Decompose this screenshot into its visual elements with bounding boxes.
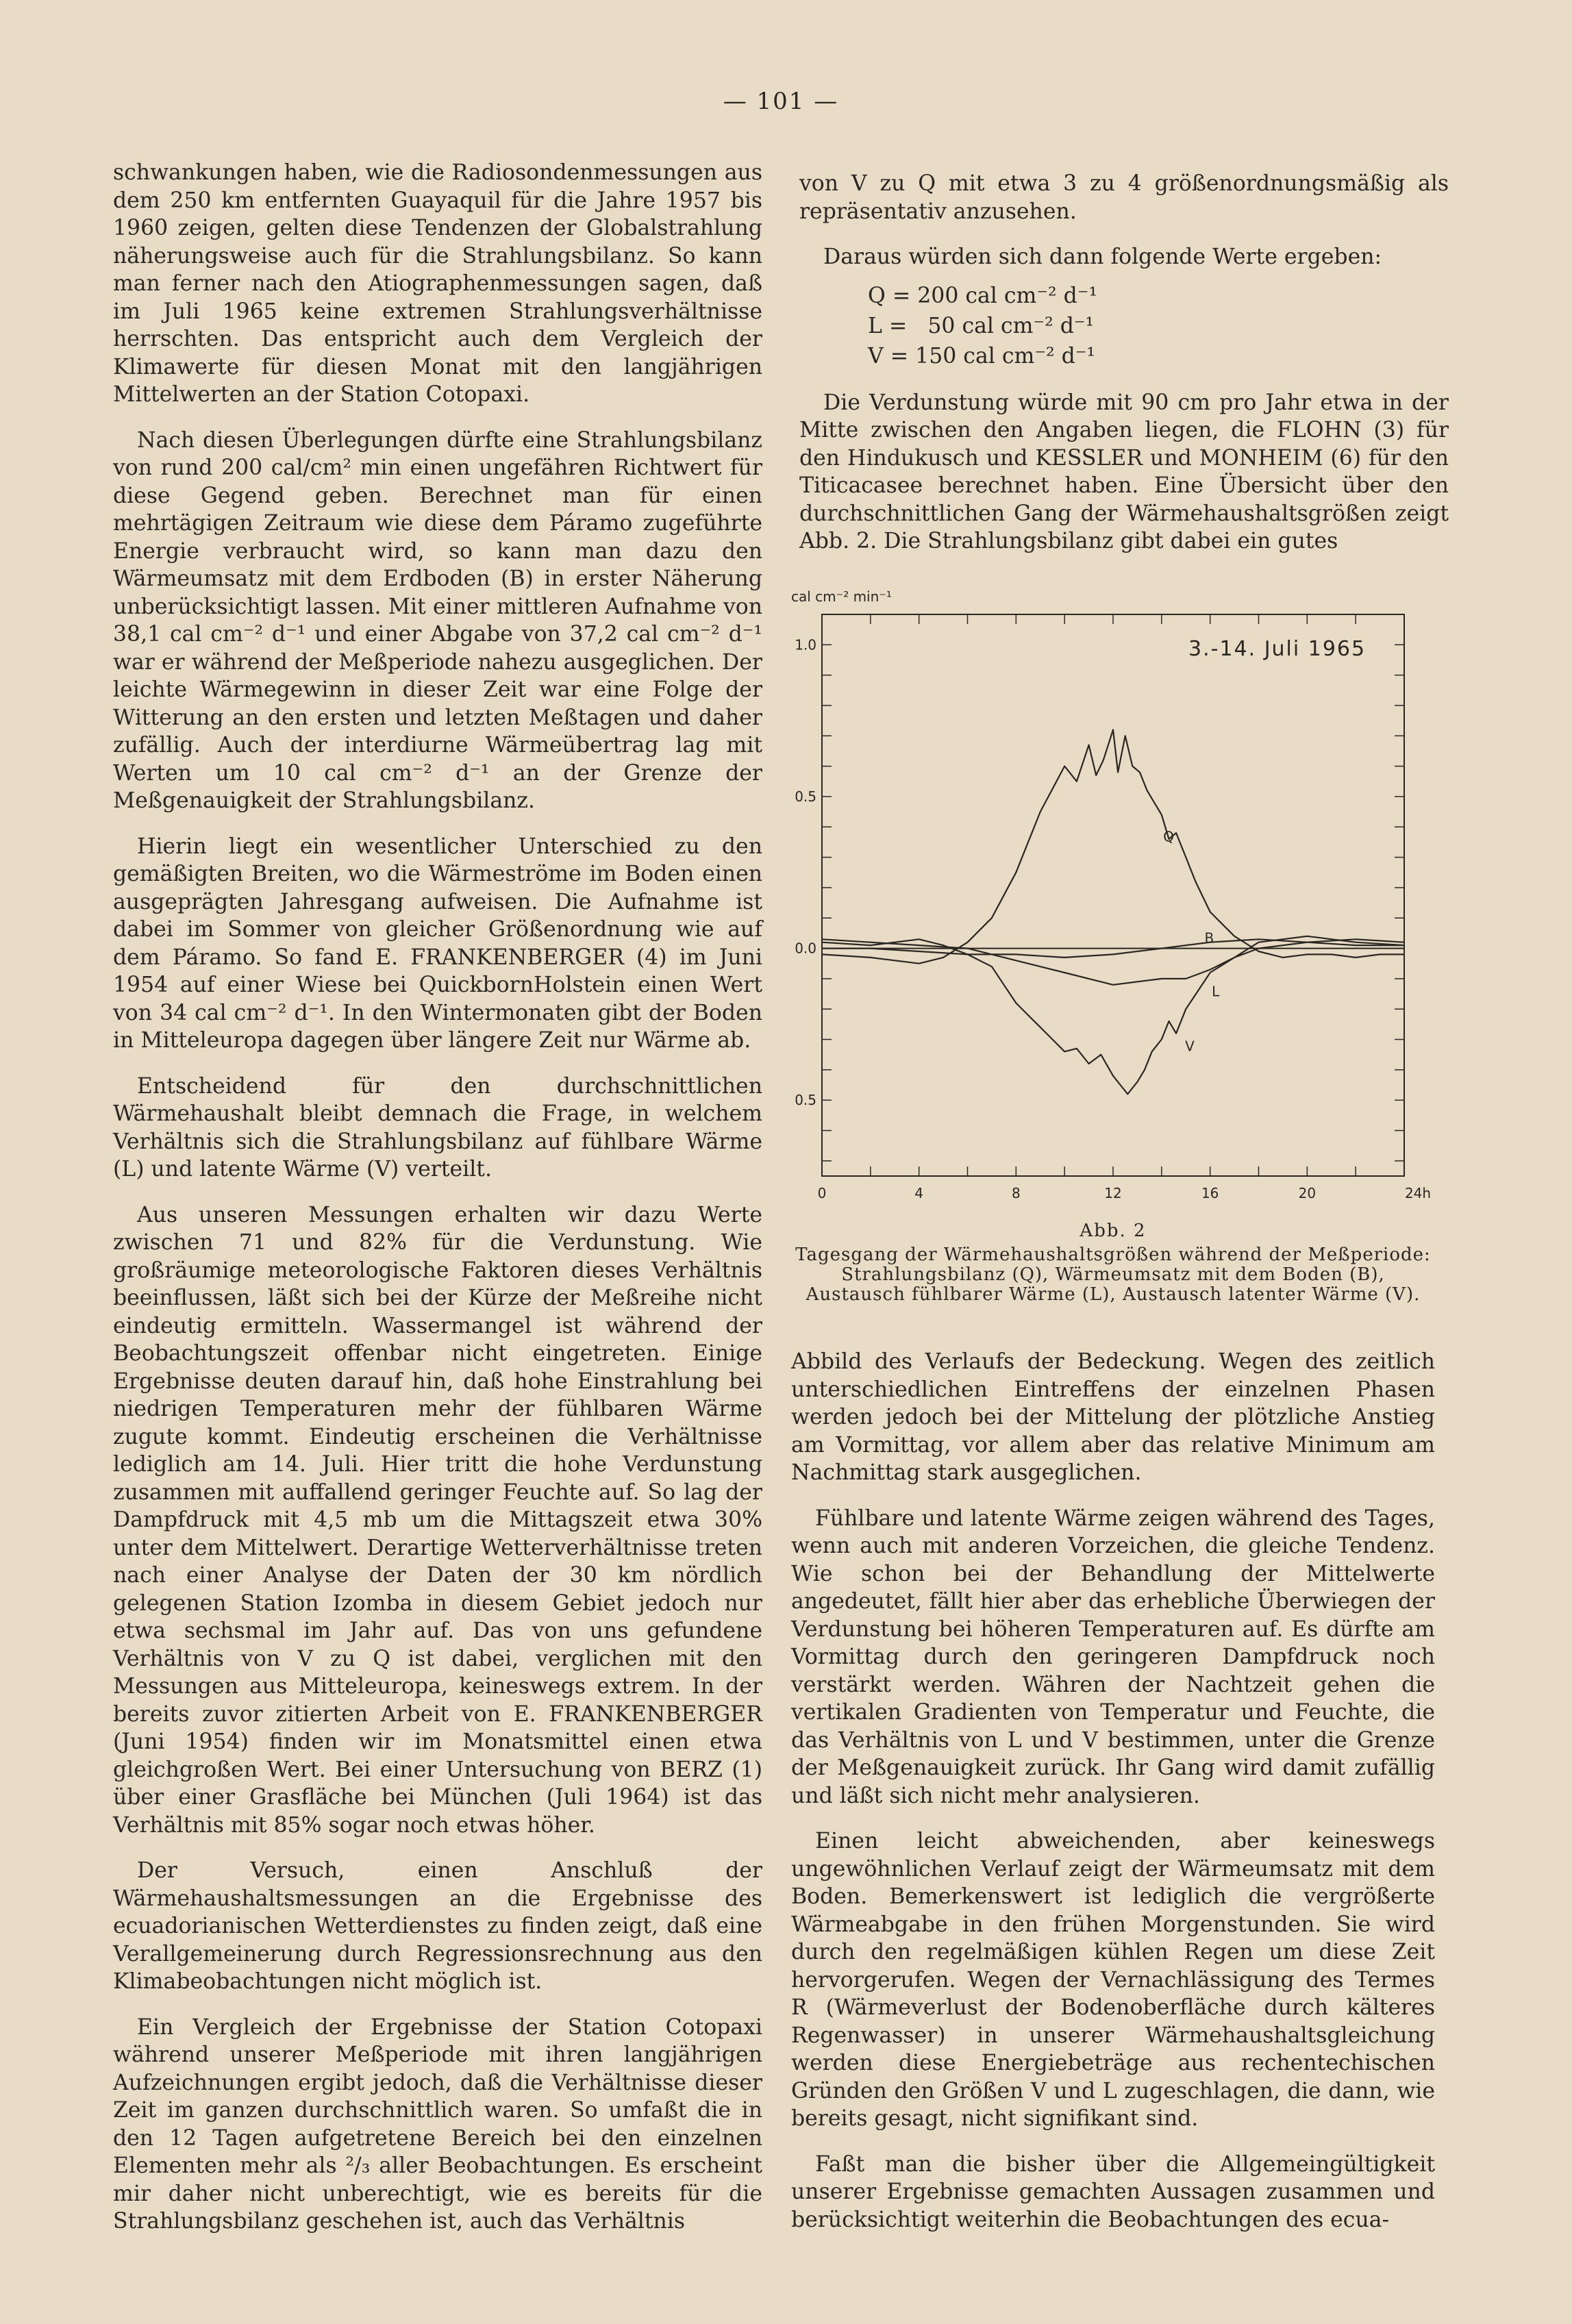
paragraph: Abbild des Verlaufs der Bedeckung. Wegen des zeitlich unterschiedlichen Eintreffens der einzelnen Phasen werden jedoch bei der Mittelung der plötzliche Anstieg am Vormittag, vor allem aber das relative Minimum am Nachmittag stark ausgeglichen. [791, 1349, 1435, 1485]
x-tick-label: 16 [1201, 1185, 1219, 1201]
paragraph: Hierin liegt ein wesentlicher Unterschied zu den gemäßigten Breiten, wo die Wärmeströme im Boden einen ausgeprägten Jahresgang aufweisen. Die Aufnahme ist dabei im Sommer von gleicher Größenordnung wie auf dem Páramo. So fand E. FRANKENBERGER (4) im Juni 1954 auf einer Wiese bei QuickbornHolstein einen Wert von 34 cal cm⁻² d⁻¹. In den Wintermonaten gibt der Boden in Mitteleuropa dagegen über längere Zeit nur Wärme ab. [113, 834, 762, 1053]
energy-balance-chart [791, 584, 1435, 1214]
y-tick-label: 0.0 [795, 940, 816, 957]
y-tick-label: 1.0 [795, 636, 816, 653]
paragraph: schwankungen haben, wie die Radiosondenmessungen aus dem 250 km entfernten Guayaquil für die Jahre 1957 bis 1960 zeigen, gelten diese Tendenzen der Globalstrahlung näherungsweise auch für die Strahlungsbilanz. So kann man ferner nach den Atiographenmessungen sagen, daß im Juli 1965 keine extremen Strahlungsverhältnisse herrschten. Das entspricht auch dem Vergleich der Klimawerte für diesen Monat mit den langjährigen Mittelwerten an der Station Cotopaxi. [113, 160, 762, 407]
y-axis-label: cal cm⁻² min⁻¹ [791, 588, 892, 605]
paragraph: Der Versuch, einen Anschluß der Wärmehaushaltsmessungen an die Ergebnisse des ecuadorianischen Wetterdienstes zu finden zeigt, daß eine Verallgemeinerung durch Regressionsrechnung aus den Klimabeobachtungen nicht möglich ist. [113, 1858, 762, 1994]
page-number: — 101 — [723, 88, 839, 115]
equation-block [868, 281, 1449, 371]
figure-caption [791, 1221, 1435, 1305]
series-label-q: Q [1163, 828, 1175, 845]
left-column [113, 159, 762, 2253]
series-label-b: B [1204, 929, 1214, 947]
x-tick-label: 0 [817, 1185, 827, 1201]
paragraph: Ein Vergleich der Ergebnisse der Station Cotopaxi während unserer Meßperiode mit ihren langjährigen Aufzeichnungen ergibt jedoch, daß die Verhältnisse dieser Zeit im ganzen durchschnittlich waren. So umfaßt die in den 12 Tagen aufgetretene Bereich bei den einzelnen Elementen mehr als ²/₃ aller Beobachtungen. Es erscheint mir daher nicht unberechtigt, wie es bereits für die Strahlungsbilanz geschehen ist, auch das Verhältnis [113, 2014, 762, 2234]
series-line-q [822, 729, 1404, 963]
paragraph: Die Verdunstung würde mit 90 cm pro Jahr etwa in der Mitte zwischen den Angaben liegen, die FLOHN (3) für den Hindukusch und KESSLER und MONHEIM (6) für den Titicacasee berechnet haben. Eine Übersicht über den durchschnittlichen Gang der Wärmehaushaltsgrößen zeigt Abb. 2. Die Strahlungsbilanz gibt dabei ein gutes [799, 390, 1449, 553]
y-tick-label: 0.5 [795, 1092, 816, 1109]
equation-l: L = 50 cal cm⁻² d⁻¹ [868, 313, 1095, 338]
paragraph: Nach diesen Überlegungen dürfte eine Strahlungsbilanz von rund 200 cal/cm² min einen ungefähren Richtwert für diese Gegend geben. Berechnet man für einen mehrtägigen Zeitraum wie diese dem Páramo zugeführte Energie verbraucht wird, so kann man dazu den Wärmeumsatz mit dem Erdboden (B) in erster Näherung unberücksichtigt lassen. Mit einer mittleren Aufnahme von 38,1 cal cm⁻² d⁻¹ und einer Abgabe von 37,2 cal cm⁻² d⁻¹ war er während der Meßperiode nahezu ausgeglichen. Der leichte Wärmegewinn in dieser Zeit war eine Folge der Witterung an den ersten und letzten Meßtagen und daher zufällig. Auch der interdiurne Wärmeübertrag lag mit Werten um 10 cal cm⁻² d⁻¹ an der Grenze der Meßgenauigkeit der Strahlungsbilanz. [113, 427, 762, 813]
x-tick-label: 20 [1298, 1185, 1317, 1201]
chart-title: 3.-14. Juli 1965 [1188, 637, 1367, 661]
figure-abb-2 [791, 584, 1435, 1327]
paragraph: Fühlbare und latente Wärme zeigen während des Tages, wenn auch mit anderen Vorzeichen, die gleiche Tendenz. Wie schon bei der Behandlung der Mittelwerte angedeutet, fällt hier aber das erhebliche Überwiegen der Verdunstung bei höheren Temperaturen auf. Es dürfte am Vormittag durch den geringeren Dampfdruck noch verstärkt werden. Währen der Nachtzeit gehen die vertikalen Gradienten von Temperatur und Feuchte, die das Verhältnis von L und V bestimmen, unter die Grenze der Meßgenauigkeit zurück. Ihr Gang wird damit zufällig und läßt sich nicht mehr analysieren. [791, 1505, 1435, 1808]
paragraph: Faßt man die bisher über die Allgemeingültigkeit unserer Ergebnisse gemachten Aussagen zusammen und berücksichtigt weiterhin die Beobachtungen des ecua- [791, 2151, 1435, 2232]
series-label-v: V [1185, 1038, 1195, 1055]
right-column-bottom [791, 1348, 1435, 2251]
x-tick-label: 8 [1011, 1185, 1021, 1201]
series-line-v [822, 936, 1404, 1095]
y-tick-label: 0.5 [795, 788, 816, 805]
series-label-l: L [1212, 983, 1220, 1000]
x-unit-label: 24h [1404, 1185, 1432, 1201]
figure-caption-text: Tagesgang der Wärmehaushaltsgrößen während der Meßperiode: Strahlungsbilanz (Q), Wärmeumsatz mit dem Boden (B), Austausch fühlbarer Wärme (L), Austausch latenter Wärme (V). [795, 1245, 1431, 1305]
x-tick-label: 12 [1104, 1185, 1122, 1201]
paragraph: Aus unseren Messungen erhalten wir dazu Werte zwischen 71 und 82% für die Verdunstung. Wie großräumige meteorologische Faktoren dieses Verhältnis beeinflussen, läßt sich bei der Kürze der Meßreihe nicht eindeutig ermitteln. Wassermangel ist während der Beobachtungszeit offenbar nicht eingetreten. Einige Ergebnisse deuten darauf hin, daß hohe Einstrahlung bei niedrigen Temperaturen mehr der fühlbaren Wärme zugute kommt. Eindeutig erscheinen die Verhältnisse lediglich am 14. Juli. Hier tritt die hohe Verdunstung zusammen mit auffallend geringer Feuchte auf. So lag der Dampfdruck mit 4,5 mb um die Mittagszeit etwa 30% unter dem Mittelwert. Derartige Wetterverhältnisse treten nach einer Analyse der Daten der 30 km nördlich gelegenen Station Izomba in diesem Gebiet jedoch nur etwa sechsmal im Jahr auf. Das von uns gefundene Verhältnis von V zu Q ist dabei, verglichen mit den Messungen aus Mitteleuropa, keineswegs extrem. In der bereits zuvor zitierten Arbeit von E. FRANKENBERGER (Juni 1954) finden wir im Monatsmittel einen etwa gleichgroßen Wert. Bei einer Untersuchung von BERZ (1) über einer Grasfläche bei München (Juli 1964) ist das Verhältnis mit 85% sogar noch etwas höher. [113, 1202, 762, 1838]
paragraph: Daraus würden sich dann folgende Werte ergeben: [823, 245, 1382, 269]
figure-label: Abb. 2 [1080, 1221, 1147, 1241]
equation-v: V = 150 cal cm⁻² d⁻¹ [868, 343, 1096, 368]
equation-q: Q = 200 cal cm⁻² d⁻¹ [868, 283, 1098, 308]
paragraph: von V zu Q mit etwa 3 zu 4 größenordnungsmäßig als repräsentativ anzusehen. [799, 171, 1449, 224]
paragraph: Entscheidend für den durchschnittlichen Wärmehaushalt bleibt demnach die Frage, in welchem Verhältnis sich die Strahlungsbilanz auf fühlbare Wärme (L) und latente Wärme (V) verteilt. [113, 1073, 762, 1182]
plot-frame [822, 614, 1404, 1176]
paragraph: Einen leicht abweichenden, aber keineswegs ungewöhnlichen Verlauf zeigt der Wärmeumsatz mit dem Boden. Bemerkenswert ist lediglich die vergrößerte Wärmeabgabe in den frühen Morgenstunden. Sie wird durch den regelmäßigen kühlen Regen um diese Zeit hervorgerufen. Wegen der Vernachlässigung des Termes R (Wärmeverlust der Bodenoberfläche durch kälteres Regenwasser) in unserer Wärmehaushaltsgleichung werden diese Energiebeträge aus rechentechischen Gründen den Größen V und L zugeschlagen, die dann, wie bereits gesagt, nicht signifikant sind. [791, 1829, 1435, 2131]
right-column-top [799, 170, 1449, 573]
x-tick-label: 4 [914, 1185, 924, 1201]
